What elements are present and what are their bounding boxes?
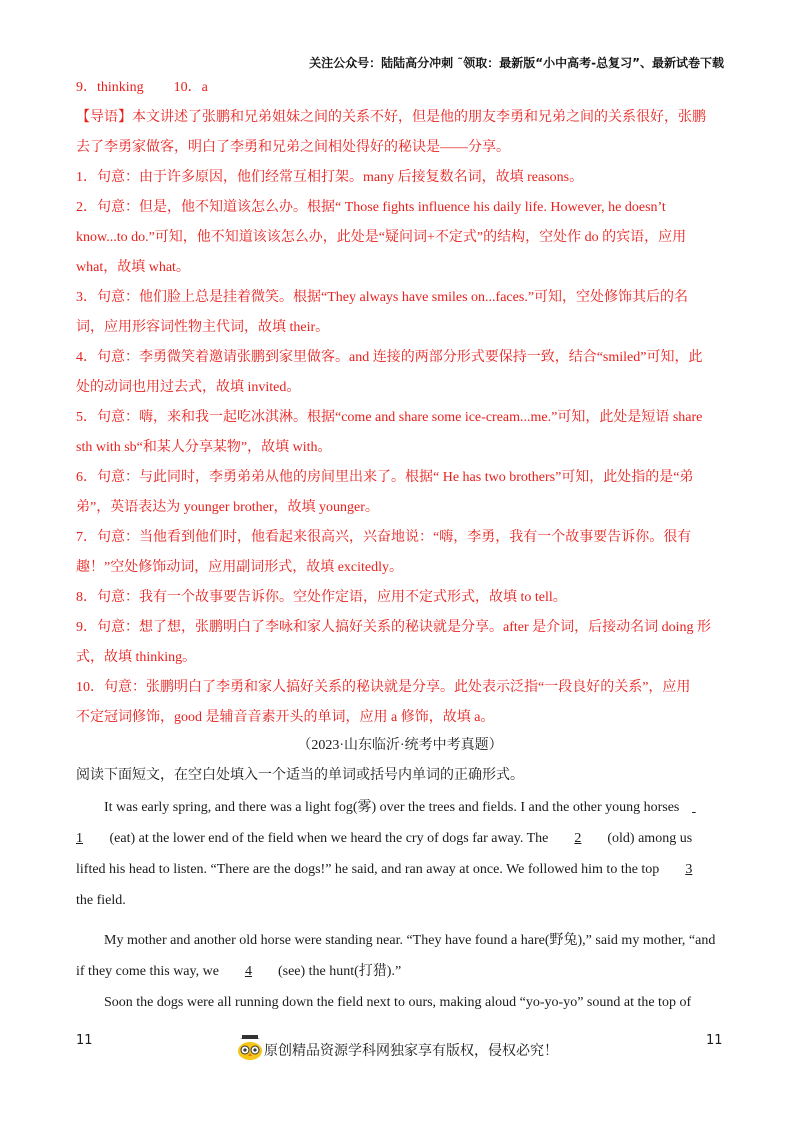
explanation-line: sth with sb“和某人分享某物”，故填 with。 [76, 440, 332, 455]
explanation-line: 6．句意：与此同时，李勇弟弟从他的房间里出来了。根据“ He has two brothers”可知，此处指的是“弟 [76, 470, 694, 485]
explanation-line: know...to do.”可知，他不知道该该怎么办，此处是“疑问词+不定式”的结构，空处作 do 的宾语，应用 [76, 230, 687, 245]
explanation-line: 处的动词也用过去式，故填 invited。 [76, 380, 301, 395]
explanation-line: 词，应用形容词性物主代词，故填 their。 [76, 320, 330, 335]
passage-line: the field. [76, 893, 126, 908]
explanation-line: 4．句意：李勇微笑着邀请张鹏到家里做客。and 连接的两部分形式要保持一致，结合“smiled”可知，此 [76, 350, 703, 365]
page-number-left: 11 [76, 1033, 93, 1048]
answer-10: 10．a [173, 80, 208, 95]
passage-line: if they come this way, we 4 (see) the hunt(打猎).” [76, 962, 724, 982]
passage-line: lifted his head to listen. “There are the dogs!” he said, and ran away at once. We followed him to the top 3 [76, 860, 724, 880]
explanation-line: what，故填 what。 [76, 260, 190, 275]
explanation-line: 弟”，英语表达为 younger brother，故填 younger。 [76, 500, 379, 515]
answers-line [76, 78, 724, 98]
explanation-line: 2．句意：但是，他不知道该怎么办。根据“ Those fights influence his daily life. However, he doesn’t [76, 200, 666, 215]
owl-logo-icon [236, 1034, 264, 1062]
intro-line: 去了李勇家做客，明白了李勇和兄弟之间相处得好的秘诀是——分享。 [76, 140, 510, 155]
question-source: （2023·山东临沂·统考中考真题） [297, 738, 503, 753]
page-content [76, 78, 724, 1013]
explanation-line: 8．句意：我有一个故事要告诉你。空处作定语，应用不定式形式，故填 to tell。 [76, 590, 567, 605]
explanation-line: 不定冠词修饰，good 是辅音音素开头的单词，应用 a 修饰，故填 a。 [76, 710, 495, 725]
blank-1[interactable]: 1 [76, 831, 83, 846]
page-header: 关注公众号：陆陆高分冲刺 ˜领取：最新版“小中高考-总复习”、最新试卷下载 [309, 56, 724, 70]
explanation-line: 趣！”空处修饰动词，应用副词形式，故填 excitedly。 [76, 560, 404, 575]
blank-4[interactable]: 4 [244, 964, 252, 979]
explanation-line: 9．句意：想了想，张鹏明白了李咏和家人搞好关系的秘诀就是分享。after 是介词，后接动名词 doing 形 [76, 620, 712, 635]
passage-line: My mother and another old horse were standing near. “They have found a hare(野兔),” said my mother, “and [104, 933, 716, 948]
explanation-line: 10．句意：张鹏明白了李勇和家人搞好关系的秘诀就是分享。此处表示泛指“一段良好的关系”，应用 [76, 680, 691, 695]
passage-line: It was early spring, and there was a light fog(雾) over the trees and fields. I and the other young horses [76, 798, 724, 818]
explanation-line: 5．句意：嗨，来和我一起吃冰淇淋。根据“come and share some ice-cream...me.”可知，此处是短语 share [76, 410, 703, 425]
explanation-line: 1．句意：由于许多原因，他们经常互相打架。many 后接复数名词，故填 reasons。 [76, 170, 584, 185]
explanation-line: 式，故填 thinking。 [76, 650, 197, 665]
blank-2[interactable]: 2 [574, 831, 582, 846]
explanation-line: 7．句意：当他看到他们时，他看起来很高兴，兴奋地说：“嗨，李勇，我有一个故事要告诉你。很有 [76, 530, 692, 545]
blank-1-start[interactable] [683, 798, 705, 818]
answer-9: 9．thinking [76, 80, 144, 95]
page-number-right: 11 [706, 1033, 723, 1048]
blank-3[interactable]: 3 [685, 862, 693, 877]
intro-line: 【导语】本文讲述了张鹏和兄弟姐妹之间的关系不好，但是他的朋友李勇和兄弟之间的关系很好，张鹏 [76, 110, 706, 125]
copyright-notice: 原创精品资源学科网独家享有版权，侵权必究！ [264, 1043, 558, 1059]
passage-line: 1 (eat) at the lower end of the field when we heard the cry of dogs far away. The 2 (old) among us [76, 829, 724, 849]
explanation-line: 3．句意：他们脸上总是挂着微笑。根据“They always have smiles on...faces.”可知，空处修饰其后的名 [76, 290, 689, 305]
instruction: 阅读下面短文，在空白处填入一个适当的单词或括号内单词的正确形式。 [76, 768, 524, 783]
passage-line: Soon the dogs were all running down the field next to ours, making aloud “yo-yo-yo” sound at the top of [104, 995, 692, 1010]
